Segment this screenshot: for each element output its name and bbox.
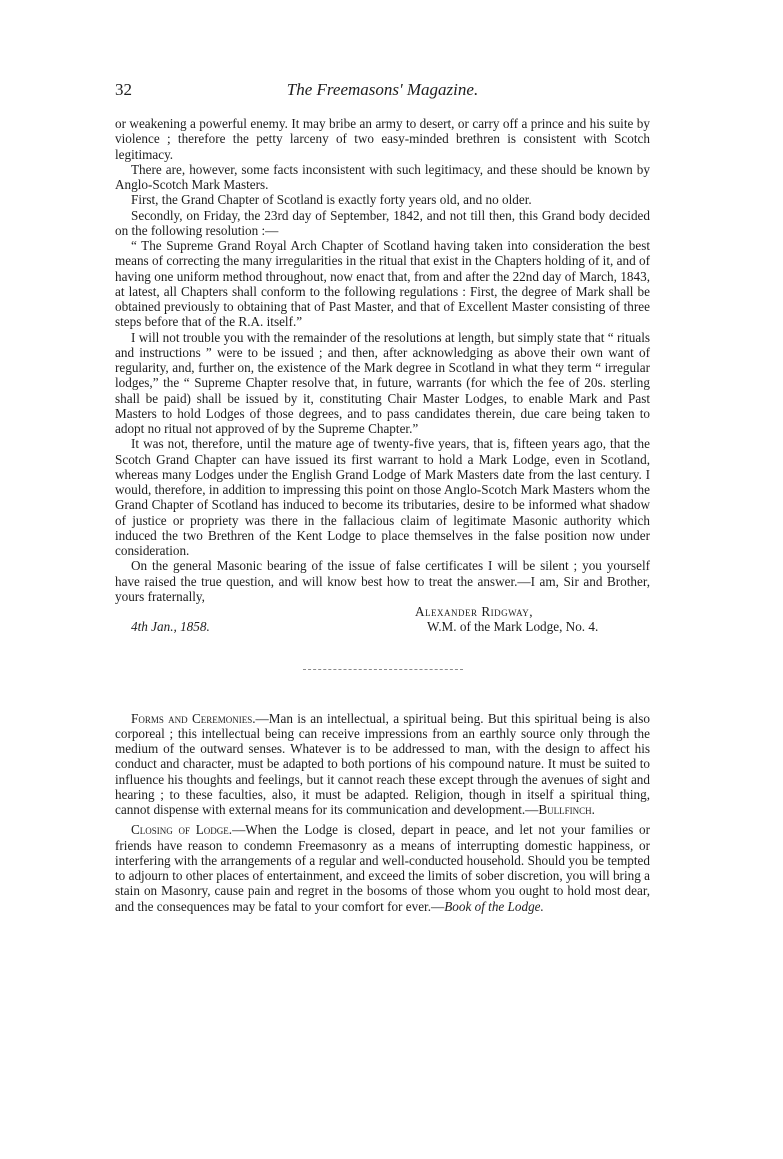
resolution-quote: “ The Supreme Grand Royal Arch Chapter of Scotland having taken into consideration the best means of correcting the many irregularities in the ritual that exist in the Chapters holding of it, and of having one uniform method throughout, now enact that, from and after the 22nd day of March, 1843, at latest, all Chapters shall conform to the following regulations : First, the degree of Mark shall be obtained previously to obtaining that of Past Master, and that of Excellent Master consisting of three steps before that of the R.A. itself.” xyxy=(115,238,650,330)
forms-paragraph xyxy=(115,711,650,818)
letter-paragraph-6: I will not trouble you with the remainder of the resolutions at length, but simply state that “ rituals and instructions ” were to be issued ; and then, after acknowledging as above their own want of regularity, and, further on, the existence of the Mark degree in Scotland in what they term “ irregular lodges,” the “ Supreme Chapter resolve that, in future, warrants (for which the fee of 20s. sterling shall be paid) shall be issued by it, constituting Chair Master Lodges, to enable Mark and Past Masters to hold Lodges of those degrees, and to pass candidates therein, due care being taken to adopt no ritual not approved of by the Supreme Chapter.” xyxy=(115,329,650,436)
letter-paragraph-2: There are, however, some facts inconsistent with such legitimacy, and these should be known by Anglo-Scotch Mark Masters. xyxy=(115,161,650,192)
page-header xyxy=(115,80,650,104)
letter-paragraph-1: or weakening a powerful enemy. It may bribe an army to desert, or carry off a prince and his suite by violence ; therefore the petty larceny of two easy-minded brethren is consistent with Scotch legitimacy. xyxy=(115,116,650,162)
signature-name: Alexander Ridgway, xyxy=(415,604,534,619)
date-line xyxy=(115,619,650,634)
forms-source: Bullfinch. xyxy=(538,802,595,817)
closing-source: Book of the Lodge. xyxy=(444,898,544,914)
page-number: 32 xyxy=(115,80,132,99)
signer-title: W.M. of the Mark Lodge, No. 4. xyxy=(427,619,599,635)
closing-paragraph xyxy=(115,822,650,914)
letter-paragraph-3: First, the Grand Chapter of Scotland is exactly forty years old, and no older. xyxy=(131,192,532,208)
letter-paragraph-4: Secondly, on Friday, the 23rd day of September, 1842, and not till then, this Grand body decided on the following resolution :— xyxy=(115,207,650,238)
signature-line xyxy=(115,604,650,619)
forms-heading: Forms and Ceremonies. xyxy=(131,710,256,726)
letter-date: 4th Jan., 1858. xyxy=(131,619,210,635)
closing-body: —When the Lodge is closed, depart in peace, and let not your families or friends have reason to condemn Freemasonry as a means of interrupting domestic happiness, or interfering with the arrangements of a regular and well-conducted household. Should you be tempted to adjourn to other places of entertainment, and exceed the limits of sober discretion, you will bring a stain on Masonry, cause pain and regret in the bosoms of those whom you ought to hold most dear, and the consequences may be fatal to your comfort for ever.— xyxy=(115,822,651,914)
letter-paragraph-7: It was not, therefore, until the mature age of twenty-five years, that is, fifteen years ago, that the Scotch Grand Chapter can have issued its first warrant to hold a Mark Lodge, even in Scotland, whereas many Lodges under the English Grand Lodge of Mark Masters date from the last century. I would, therefore, in addition to impressing this point on those Anglo-Scotch Mark Masters whom the Grand Chapter of Scotland has induced to become its tributaries, desire to be informed what shadow of justice or propriety was there in the fallacious claim of legitimate Masonic authority which induced the two Brethren of the Kent Lodge to place themselves in the false position now under consideration. xyxy=(115,436,650,558)
section-divider xyxy=(303,669,463,671)
letter-paragraph-8: On the general Masonic bearing of the issue of false certificates I will be silent ; you yourself have raised the true question, and will know best how to treat the answer.—I am, Sir and Brother, yours fraternally, xyxy=(115,558,650,604)
running-title: The Freemasons' Magazine. xyxy=(286,80,479,99)
closing-heading: Closing of Lodge. xyxy=(131,822,233,838)
text-column xyxy=(115,116,650,914)
forms-body: —Man is an intellectual, a spiritual being. But this spiritual being is also corporeal ; this intellectual being can receive impressions from an earthly source only through the medium of the outward senses. Whatever is to be addressed to man, with the design to affect his conduct and character, must be adapted to both portions of his compound nature. It must be suited to influence his thoughts and feelings, but it cannot reach these except through the avenues of sight and hearing ; to these faculties, also, it must be adapted. Religion, though in itself a spiritual thing, cannot dispense with external means for its communication and development.— xyxy=(115,710,650,817)
